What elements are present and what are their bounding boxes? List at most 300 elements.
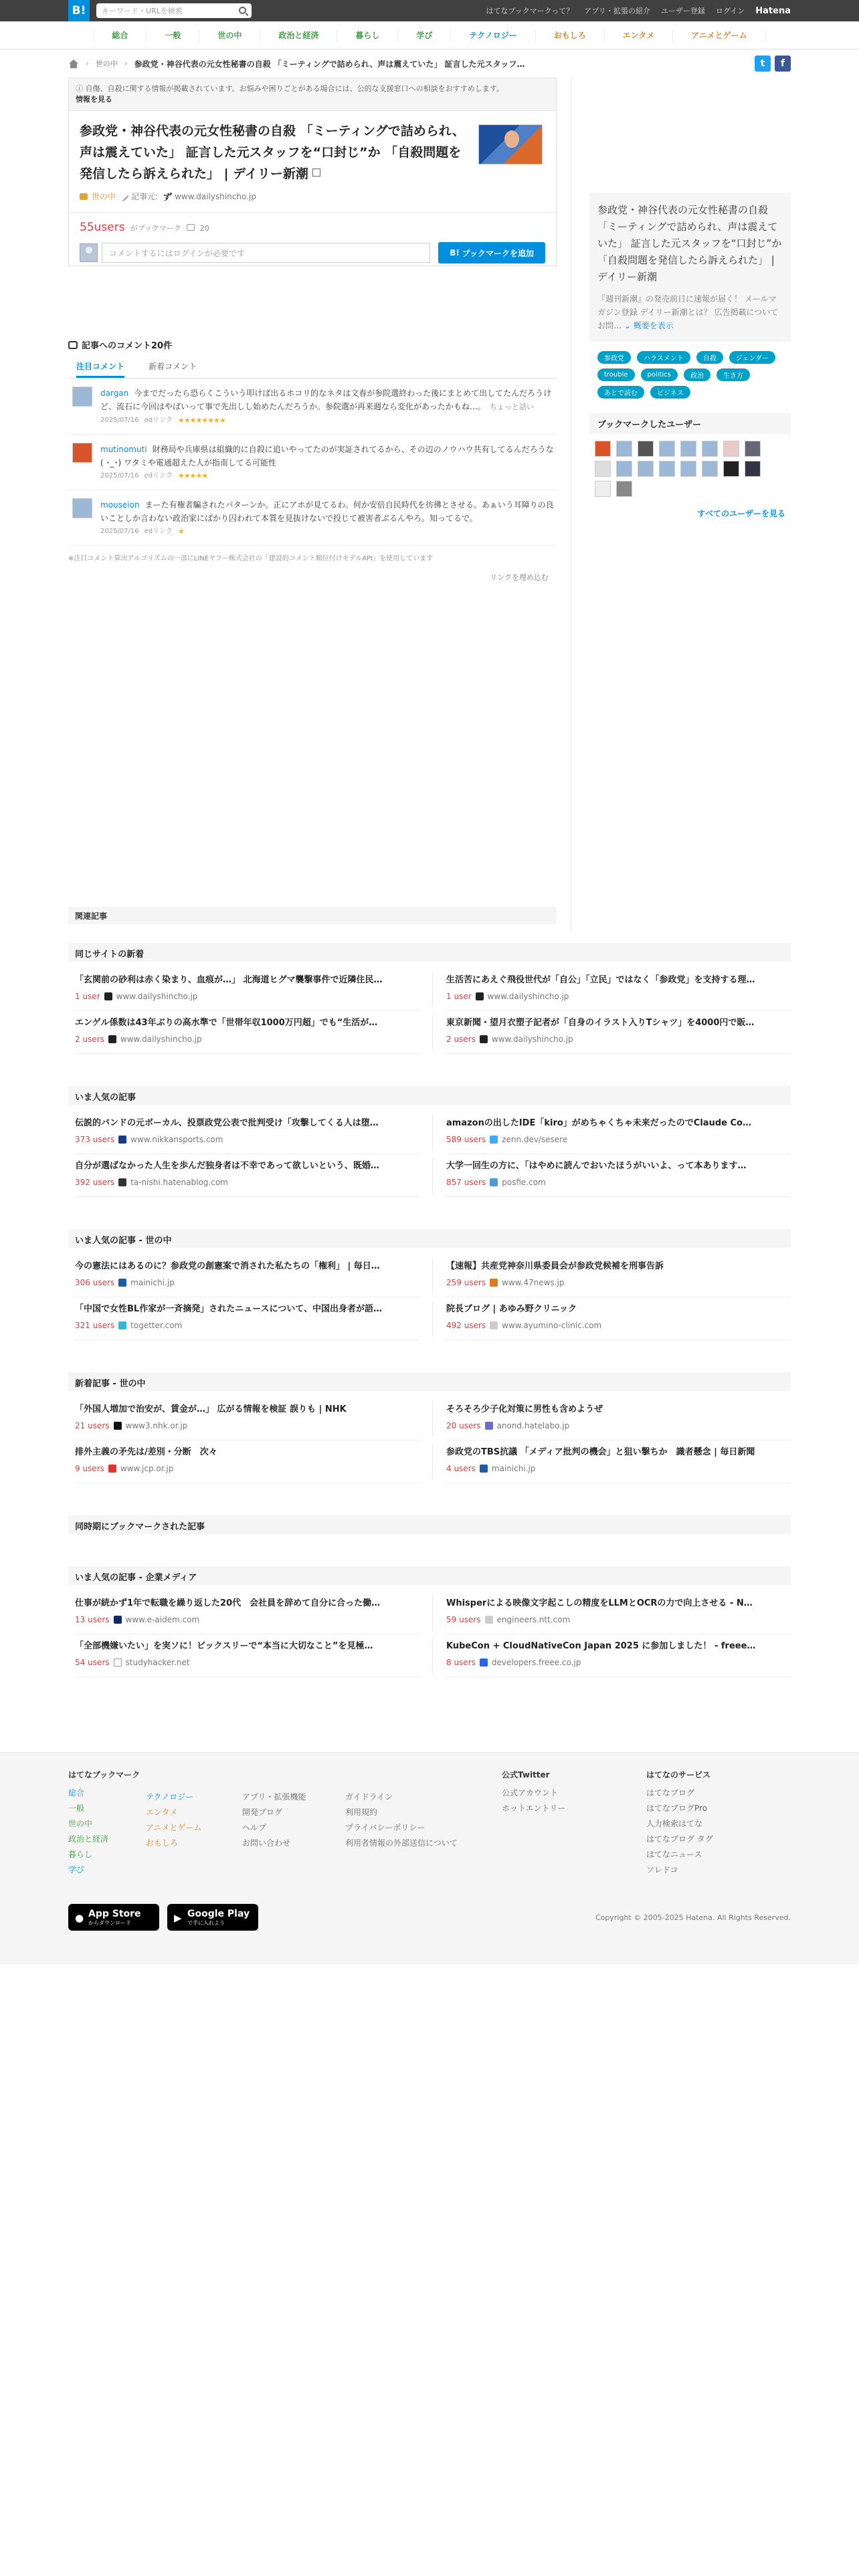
site-favicon-icon bbox=[485, 1616, 493, 1624]
article-item bbox=[446, 1634, 791, 1677]
star-icon[interactable]: ★★★★★★★★ bbox=[177, 416, 225, 425]
site-favicon-icon: ず bbox=[162, 193, 171, 203]
article-title[interactable]: 東京新聞・望月衣塑子記者が「自身のイラスト入りTシャツ」を4000円で販… bbox=[446, 1018, 755, 1028]
all-users-link[interactable]: すべてのユーザーを見る bbox=[697, 509, 785, 518]
tab-new-comments[interactable]: 新着コメント bbox=[149, 362, 197, 371]
footer-link[interactable]: 世の中 bbox=[68, 1819, 93, 1828]
article-domain[interactable]: www.47news.jp bbox=[502, 1278, 565, 1287]
section-items bbox=[68, 1105, 791, 1197]
user-avatar[interactable] bbox=[638, 461, 654, 477]
article-users[interactable]: 13 users bbox=[75, 1615, 110, 1624]
footer-link[interactable]: はてなブログ タグ bbox=[646, 1834, 713, 1844]
edit-icon[interactable] bbox=[118, 191, 129, 202]
article-item bbox=[446, 968, 791, 1011]
article-domain[interactable]: developers.freee.co.jp bbox=[491, 1658, 581, 1667]
comment-text: 財務局や兵庫県は組織的に自殺に追いやってたのが実証されてるから、その辺のノウハウ共有してるんだろうな( ･_･) ワタミや電通超えた人が指南してる可能性 bbox=[100, 445, 554, 467]
article-title[interactable]: 大学一回生の方に、「はやめに読んでおいたほうがいいよ、って本あります… bbox=[446, 1161, 747, 1171]
article-title[interactable]: KubeCon + CloudNativeCon Japan 2025 に参加しました！ - freee… bbox=[446, 1641, 756, 1651]
footer-link[interactable]: 一般 bbox=[68, 1804, 85, 1813]
article-title[interactable]: 「全部機嫌いたい」を実ソに！ビックスリーで“本当に大切なこと”を見極… bbox=[75, 1641, 373, 1651]
avatar bbox=[80, 243, 98, 262]
article-item bbox=[446, 1440, 791, 1483]
article-item bbox=[75, 1154, 419, 1197]
comment-username[interactable]: mutinomuti bbox=[100, 445, 147, 454]
external-link-icon[interactable] bbox=[312, 169, 320, 177]
article-title[interactable]: 自分が選ばなかった人生を歩んだ独身者は不幸であって欲しいという、既婚… bbox=[75, 1161, 379, 1171]
article-domain[interactable]: www.dailyshincho.jp bbox=[116, 992, 198, 1001]
user-avatar[interactable] bbox=[745, 461, 761, 477]
breadcrumb-title: 参政党・神谷代表の元女性秘書の自殺 「ミーティングで詰められ、声は震えていた」 証言した元スタッフ… bbox=[134, 59, 525, 69]
article-domain[interactable]: www3.nhk.or.jp bbox=[125, 1421, 188, 1430]
comment-tabs bbox=[68, 360, 557, 379]
section-heading: 新着記事 - 世の中 bbox=[68, 1372, 791, 1391]
article-title[interactable]: 仕事が続かず1年で転職を繰り返した20代 会社員を辞めて自分に合った働… bbox=[75, 1598, 381, 1608]
article-item bbox=[446, 1255, 791, 1297]
article-meta bbox=[75, 1658, 419, 1667]
article-meta bbox=[75, 1464, 419, 1473]
site-favicon-icon bbox=[118, 1178, 126, 1186]
comment-permalink[interactable]: edリンク bbox=[144, 472, 173, 479]
user-avatar[interactable] bbox=[72, 443, 92, 463]
article-title[interactable]: 「外国人増加で治安が、賃金が…」 広がる情報を検証 誤りも | NHK bbox=[75, 1404, 347, 1414]
entry-thumbnail[interactable] bbox=[478, 124, 543, 165]
article-meta bbox=[446, 1658, 791, 1667]
footer-link[interactable]: 総合 bbox=[68, 1788, 85, 1798]
article-meta bbox=[75, 1615, 419, 1624]
info-icon: ⓘ bbox=[76, 84, 86, 93]
article-title[interactable]: 参政党のTBS抗議 「メディア批判の機会」と狙い撃ちか 識者懸念 | 毎日新聞 bbox=[446, 1447, 755, 1457]
article-item bbox=[75, 1111, 419, 1154]
article-item bbox=[75, 968, 419, 1011]
notice-more-link[interactable]: 情報を見る bbox=[76, 95, 112, 104]
section-items bbox=[68, 1585, 791, 1677]
comment-list bbox=[68, 379, 557, 546]
comment-item bbox=[68, 435, 557, 490]
footer-link[interactable]: 開発ブログ bbox=[242, 1808, 283, 1817]
comment-input[interactable]: コメントするにはログインが必要です bbox=[102, 243, 430, 263]
comment-permalink[interactable]: edリンク bbox=[144, 528, 173, 535]
footer-link[interactable]: 暮らし bbox=[68, 1850, 93, 1859]
footer bbox=[0, 1752, 859, 1965]
article-title[interactable]: 「中国で女性BL作家が一斉摘発」されたニュースについて、中国出身者が語… bbox=[75, 1304, 383, 1314]
article-item bbox=[75, 1398, 419, 1440]
add-bookmark-button[interactable] bbox=[438, 242, 545, 263]
article-item bbox=[446, 1111, 791, 1154]
user-avatar[interactable] bbox=[638, 441, 654, 457]
article-title[interactable]: そろそろ少子化対策に男性も含めようぜ bbox=[446, 1404, 603, 1414]
footer-link[interactable]: 公式アカウント bbox=[502, 1788, 558, 1798]
nav-item[interactable]: 総合 bbox=[93, 29, 146, 41]
star-icon[interactable]: ★ bbox=[177, 527, 184, 536]
comment-date: 2025/07/16 bbox=[100, 417, 139, 424]
article-section bbox=[68, 1515, 791, 1534]
article-users[interactable]: 1 user bbox=[75, 992, 100, 1001]
entry-title[interactable]: 参政党・神谷代表の元女性秘書の自殺 「ミーティングで詰められ、声は震えていた」 証言した元スタッフを“口封じ”か 「自殺問題を発信したら訴えられた」 | デイリー新潮 bbox=[80, 124, 465, 181]
footer-link[interactable]: アプリ・拡張機能 bbox=[242, 1792, 306, 1802]
users-count[interactable]: 55users bbox=[80, 221, 125, 234]
article-title[interactable]: 伝説的バンドの元ボーカル、投票政党公表で批判受け「攻撃してくる人は堕… bbox=[75, 1118, 379, 1128]
article-item bbox=[75, 1440, 419, 1483]
article-section bbox=[68, 1566, 791, 1677]
article-item bbox=[75, 1011, 419, 1054]
tag-chip[interactable]: ハラスメント bbox=[637, 351, 690, 364]
user-avatar[interactable] bbox=[659, 461, 675, 477]
article-item bbox=[75, 1255, 419, 1297]
comment-username[interactable]: mouseion bbox=[100, 500, 140, 510]
article-domain[interactable]: togetter.com bbox=[130, 1321, 183, 1330]
article-domain[interactable]: www.jcp.or.jp bbox=[120, 1464, 174, 1473]
footer-link[interactable]: 利用者情報の外部送信について bbox=[345, 1838, 458, 1848]
site-favicon-icon bbox=[490, 1279, 498, 1287]
footer-heading: はてなブックマーク bbox=[68, 1770, 140, 1780]
hatena-bookmark-logo[interactable]: B! bbox=[68, 0, 90, 21]
site-favicon-icon bbox=[490, 1321, 498, 1329]
source-label: 記事元: bbox=[131, 192, 159, 201]
comment-permalink[interactable]: edリンク bbox=[144, 417, 173, 424]
section-heading: 同時期にブックマークされた記事 bbox=[68, 1515, 791, 1534]
sidebar bbox=[589, 193, 791, 519]
comment-tag[interactable]: ちょっと話い bbox=[489, 403, 534, 411]
article-item bbox=[446, 1398, 791, 1440]
footer-link[interactable]: プライバシーポリシー bbox=[345, 1823, 425, 1832]
article-domain[interactable]: www.e-aidem.com bbox=[125, 1615, 200, 1624]
play-icon: ▶ bbox=[174, 1912, 182, 1924]
apps-link[interactable]: アプリ・拡張の紹介 bbox=[584, 7, 650, 15]
site-favicon-icon bbox=[118, 1136, 126, 1144]
article-title[interactable]: 排外主義の矛先は/差別・分断 次々 bbox=[75, 1447, 217, 1457]
footer-link[interactable]: 学び bbox=[68, 1865, 85, 1874]
show-summary-link[interactable]: ⌄ 概要を表示 bbox=[624, 321, 674, 330]
article-title[interactable]: エンゲル係数は43年ぶりの高水準で「世帯年収1000万円超」でも“生活が… bbox=[75, 1018, 378, 1028]
footer-link[interactable]: はてなブログ bbox=[646, 1788, 695, 1798]
comment-date: 2025/07/16 bbox=[100, 528, 139, 535]
site-favicon-icon bbox=[476, 992, 484, 1000]
article-meta bbox=[446, 1464, 791, 1473]
hatena-logo[interactable]: Hatena bbox=[755, 5, 791, 16]
footer-col-service bbox=[242, 1790, 306, 1851]
bookmark-users-heading: ブックマークしたユーザー bbox=[589, 413, 791, 434]
section-items bbox=[68, 962, 791, 1054]
footer-heading: はてなのサービス bbox=[646, 1770, 711, 1780]
article-title[interactable]: 今の憲法にはあるのに？参政党の創憲案で消された私たちの「権利」 | 毎日… bbox=[75, 1261, 380, 1271]
breadcrumb-category[interactable]: 世の中 bbox=[95, 60, 118, 68]
entry-layout bbox=[68, 78, 791, 930]
comment-algorithm-note: ※注目コメント算出アルゴリズムの一部にLINEヤフー株式会社の「建設的コメント順位付けモデルAPI」を使用しています bbox=[68, 555, 434, 562]
site-favicon-icon bbox=[114, 1422, 122, 1430]
home-icon[interactable] bbox=[68, 60, 79, 68]
site-favicon-icon bbox=[480, 1465, 488, 1473]
site-favicon-icon bbox=[114, 1658, 122, 1667]
user-avatar[interactable] bbox=[72, 387, 92, 407]
footer-col-hatena-services bbox=[646, 1769, 713, 1878]
footer-link[interactable]: 人力検索はてな bbox=[646, 1819, 703, 1828]
article-item bbox=[446, 1011, 791, 1054]
main-column bbox=[68, 78, 557, 266]
article-title[interactable]: 院長ブログ | あゆみ野クリニック bbox=[446, 1304, 577, 1314]
comment-body bbox=[100, 498, 557, 538]
comment-body bbox=[100, 443, 557, 483]
article-meta bbox=[75, 1035, 419, 1044]
search-input[interactable] bbox=[102, 7, 229, 15]
facebook-share-icon[interactable]: f bbox=[775, 56, 791, 72]
user-avatar[interactable] bbox=[702, 441, 718, 457]
footer-heading: 公式Twitter bbox=[502, 1770, 550, 1780]
user-avatar[interactable] bbox=[680, 441, 696, 457]
article-domain[interactable]: zenn.dev/sesere bbox=[502, 1135, 568, 1144]
bookmark-label: がブックマーク bbox=[130, 224, 181, 233]
article-domain[interactable]: mainichi.jp bbox=[130, 1278, 175, 1287]
nav-item[interactable]: テクノロジー bbox=[450, 29, 535, 41]
comments-section bbox=[68, 338, 557, 582]
comments-heading: 記事へのコメント20件 bbox=[68, 338, 557, 351]
sidebar-description: 『週刊新潮』の発売前日に速報が届く！ メールマガジン登録 デイリー新潮とは？ 広告掲載について お問… ⌄ 概要を表示 bbox=[597, 294, 779, 330]
bookmark-bar bbox=[69, 212, 556, 265]
article-title[interactable]: 生活苦にあえぐ飛役世代が「自公」「立民」ではなく「参政党」を支持する理… bbox=[446, 975, 755, 985]
user-avatar[interactable] bbox=[616, 461, 632, 477]
article-users[interactable]: 21 users bbox=[75, 1421, 110, 1430]
footer-link[interactable]: ヘルプ bbox=[242, 1823, 267, 1832]
article-domain[interactable]: www.dailyshincho.jp bbox=[120, 1035, 202, 1044]
comment-body bbox=[100, 387, 557, 427]
article-domain[interactable]: engineers.ntt.com bbox=[496, 1615, 571, 1624]
tag-chip[interactable]: trouble bbox=[597, 368, 635, 381]
comment-text: 今までだったら恐らくこういう叩けば出るホコリ的なネタは文春が参院選終わった後にまとめて出してたんだろうけど、流石に今回はやばいって事で先出しし始めたんだろうか。参院選が再来週なら変化があったかもね…。 bbox=[100, 389, 552, 411]
user-avatar[interactable] bbox=[680, 461, 696, 477]
article-meta bbox=[446, 1421, 791, 1430]
about-link[interactable]: はてなブックマークって？ bbox=[486, 7, 574, 15]
article-title[interactable]: 【速報】共産党神奈川県委員会が参政党候補を刑事告訴 bbox=[446, 1261, 664, 1271]
footer-link[interactable]: 利用規約 bbox=[345, 1808, 378, 1817]
footer-col-categories-2 bbox=[146, 1790, 201, 1851]
footer-link[interactable]: お問い合わせ bbox=[242, 1838, 291, 1848]
article-users[interactable]: 857 users bbox=[446, 1178, 486, 1187]
article-domain[interactable]: www.dailyshincho.jp bbox=[491, 1035, 573, 1044]
article-meta bbox=[75, 1421, 419, 1430]
footer-link[interactable]: ホットエントリー bbox=[502, 1804, 566, 1813]
footer-link[interactable]: ソレドコ bbox=[646, 1865, 678, 1874]
footer-link[interactable]: 政治と経済 bbox=[68, 1834, 109, 1844]
user-avatar[interactable] bbox=[595, 481, 611, 497]
comment-item bbox=[68, 490, 557, 546]
copyright: Copyright © 2005-2025 Hatena. All Rights Reserved. bbox=[595, 1913, 791, 1922]
footer-col-twitter bbox=[502, 1769, 566, 1816]
section-heading: いま人気の記事 bbox=[68, 1086, 791, 1105]
category-icon bbox=[80, 193, 88, 200]
article-users[interactable]: 306 users bbox=[75, 1278, 115, 1287]
article-item bbox=[75, 1592, 419, 1634]
footer-link[interactable]: はてなブログPro bbox=[646, 1804, 708, 1813]
footer-link[interactable]: アニメとゲーム bbox=[146, 1823, 202, 1832]
article-meta bbox=[446, 1321, 791, 1330]
article-title[interactable]: 「玄関前の砂利は赤く染まり、血痕が…」 北海道ヒグマ襲撃事件で近隣住民… bbox=[75, 975, 383, 985]
site-favicon-icon bbox=[480, 1035, 488, 1043]
bookmark-users-grid bbox=[589, 441, 791, 497]
article-users[interactable]: 392 users bbox=[75, 1178, 115, 1187]
app-store-badge[interactable]: ● App Store からダウンロード bbox=[68, 1904, 159, 1931]
user-avatar[interactable] bbox=[702, 461, 718, 477]
site-favicon-icon bbox=[104, 992, 112, 1000]
site-favicon-icon bbox=[490, 1136, 498, 1144]
user-avatar[interactable] bbox=[616, 441, 632, 457]
embed-link[interactable]: リンクを埋め込む bbox=[490, 573, 549, 582]
tag-chip[interactable]: politics bbox=[641, 368, 678, 381]
tag-chip[interactable]: あとで読む bbox=[597, 386, 644, 399]
article-users[interactable]: 259 users bbox=[446, 1278, 486, 1287]
user-avatar[interactable] bbox=[595, 441, 611, 457]
section-heading: 同じサイトの新着 bbox=[68, 943, 791, 962]
nav-item[interactable]: おもしろ bbox=[535, 29, 604, 41]
signup-link[interactable]: ユーザー登録 bbox=[660, 7, 705, 15]
tag-chip[interactable]: ビジネス bbox=[650, 386, 690, 399]
article-meta bbox=[446, 992, 791, 1001]
article-section bbox=[68, 1229, 791, 1340]
search-icon[interactable] bbox=[239, 7, 246, 14]
footer-col-policy bbox=[345, 1790, 458, 1851]
user-avatar[interactable] bbox=[745, 441, 761, 457]
user-avatar[interactable] bbox=[723, 441, 739, 457]
global-header bbox=[0, 0, 859, 21]
login-link[interactable]: ログイン bbox=[715, 7, 745, 15]
comment-date: 2025/07/16 bbox=[100, 472, 139, 479]
section-heading: いま人気の記事 - 企業メディア bbox=[68, 1566, 791, 1585]
apple-icon: ● bbox=[75, 1912, 84, 1924]
article-users[interactable]: 9 users bbox=[75, 1464, 104, 1473]
article-item bbox=[75, 1634, 419, 1677]
site-favicon-icon bbox=[118, 1279, 126, 1287]
article-domain[interactable]: studyhacker.net bbox=[125, 1658, 190, 1667]
article-meta bbox=[75, 1178, 419, 1187]
tag-chip[interactable]: ジェンダー bbox=[729, 351, 775, 364]
site-favicon-icon bbox=[108, 1465, 116, 1473]
share-buttons bbox=[755, 56, 791, 72]
tag-chip[interactable]: 参政党 bbox=[597, 351, 631, 364]
article-item bbox=[446, 1297, 791, 1340]
article-users[interactable]: 2 users bbox=[75, 1035, 104, 1044]
article-meta bbox=[75, 1135, 419, 1144]
tag-list bbox=[589, 351, 791, 399]
article-domain[interactable]: www.dailyshincho.jp bbox=[487, 992, 569, 1001]
comment-meta bbox=[100, 414, 557, 427]
article-meta bbox=[446, 1615, 791, 1624]
tag-chip[interactable]: 自殺 bbox=[696, 351, 723, 364]
section-heading: いま人気の記事 - 世の中 bbox=[68, 1229, 791, 1248]
article-users[interactable]: 20 users bbox=[446, 1421, 481, 1430]
speech-bubble-icon bbox=[68, 341, 78, 349]
nav-item[interactable]: エンタメ bbox=[604, 29, 673, 41]
add-bookmark-label: ブックマークを追加 bbox=[462, 248, 535, 258]
footer-link[interactable]: ガイドライン bbox=[345, 1792, 393, 1802]
tag-chip[interactable]: 生き方 bbox=[717, 368, 750, 381]
nav-item[interactable]: 暮らし bbox=[337, 29, 397, 41]
user-avatar[interactable] bbox=[595, 461, 611, 477]
star-icon[interactable]: ★★★★★ bbox=[177, 471, 208, 480]
article-users[interactable]: 2 users bbox=[446, 1035, 476, 1044]
notice-text: 自傷、自殺に関する情報が掲載されています。お悩みや困りごとがある場合には、公的な支援窓口への相談をおすすめします。 bbox=[85, 84, 504, 93]
twitter-share-icon[interactable]: t bbox=[755, 56, 771, 72]
article-meta bbox=[446, 1035, 791, 1044]
article-users[interactable]: 54 users bbox=[75, 1658, 110, 1667]
article-users[interactable]: 589 users bbox=[446, 1135, 486, 1144]
tab-popular-comments[interactable]: 注目コメント bbox=[76, 360, 124, 378]
comment-text: まーた有権者騙されたパターンか。正にアホが見てるわ。何か安倍自民時代を彷彿とさせる。あぁいう耳障りの良いことしか言わない政治家にばかり囚われて本質を見抜けないで投じて被害者ぶるんやろ。知ってるで。 bbox=[100, 500, 554, 523]
footer-link[interactable]: おもしろ bbox=[146, 1838, 179, 1848]
nav-item[interactable]: アニメとゲーム bbox=[672, 29, 765, 41]
nav-item[interactable]: 政治と経済 bbox=[260, 29, 337, 41]
self-harm-notice bbox=[68, 78, 557, 111]
comment-icon bbox=[187, 224, 195, 231]
site-favicon-icon bbox=[490, 1178, 498, 1186]
site-favicon-icon bbox=[485, 1422, 493, 1430]
article-users[interactable]: 321 users bbox=[75, 1321, 115, 1330]
search-box[interactable] bbox=[96, 3, 252, 18]
article-domain[interactable]: posfie.com bbox=[502, 1178, 546, 1187]
site-favicon-icon bbox=[114, 1616, 122, 1624]
article-meta bbox=[446, 1135, 791, 1144]
article-meta bbox=[446, 1278, 791, 1287]
article-domain[interactable]: mainichi.jp bbox=[491, 1464, 536, 1473]
comment-meta bbox=[100, 525, 557, 538]
article-domain[interactable]: www.ayumino-clinic.com bbox=[502, 1321, 602, 1330]
entry-meta bbox=[80, 190, 545, 212]
sidebar-title: 参政党・神谷代表の元女性秘書の自殺 「ミーティングで詰められ、声は震えていた」 証言した元スタッフを“口封じ”か 「自殺問題を発信したら訴えられた」 | デイリー新潮 bbox=[597, 204, 782, 283]
tag-chip[interactable]: 政治 bbox=[684, 368, 710, 381]
google-play-badge[interactable]: ▶ Google Play で手に入れよう bbox=[167, 1904, 258, 1931]
article-item bbox=[75, 1297, 419, 1340]
article-meta bbox=[75, 1278, 419, 1287]
footer-col-categories bbox=[68, 1769, 140, 1878]
article-users[interactable]: 8 users bbox=[446, 1658, 476, 1667]
user-avatar[interactable] bbox=[72, 498, 92, 518]
article-domain[interactable]: www.nikkansports.com bbox=[130, 1135, 223, 1144]
nav-item[interactable]: 一般 bbox=[146, 29, 199, 41]
user-avatar[interactable] bbox=[659, 441, 675, 457]
entry-domain[interactable]: www.dailyshincho.jp bbox=[175, 191, 256, 201]
article-users[interactable]: 373 users bbox=[75, 1135, 115, 1144]
user-avatar[interactable] bbox=[723, 461, 739, 477]
article-item bbox=[446, 1154, 791, 1197]
article-section bbox=[68, 1372, 791, 1483]
footer-link[interactable]: はてなニュース bbox=[646, 1850, 702, 1859]
category-nav bbox=[0, 21, 859, 49]
article-item bbox=[446, 1592, 791, 1634]
comment-item bbox=[68, 379, 557, 435]
article-domain[interactable]: anond.hatelabo.jp bbox=[496, 1421, 570, 1430]
article-users[interactable]: 1 user bbox=[446, 992, 472, 1001]
site-favicon-icon bbox=[480, 1658, 488, 1667]
related-articles-heading: 関連記事 bbox=[68, 907, 557, 924]
article-meta bbox=[75, 1321, 419, 1330]
article-meta bbox=[446, 1178, 791, 1187]
header-links bbox=[486, 5, 791, 16]
article-title[interactable]: Whisperによる映像文字起こしの精度をLLMとOCRの力で向上させる - N… bbox=[446, 1598, 753, 1608]
nav-item[interactable]: 世の中 bbox=[199, 29, 260, 41]
article-domain[interactable]: ta-nishi.hatenablog.com bbox=[130, 1178, 228, 1187]
bookmark-icon: B! bbox=[450, 248, 460, 257]
article-section bbox=[68, 943, 791, 1054]
sidebar-summary bbox=[589, 193, 791, 342]
article-users[interactable]: 59 users bbox=[446, 1615, 481, 1624]
comment-username[interactable]: dargan bbox=[100, 389, 129, 398]
entry-category[interactable]: 世の中 bbox=[92, 192, 116, 201]
article-users[interactable]: 492 users bbox=[446, 1321, 486, 1330]
comment-meta bbox=[100, 469, 557, 483]
article-title[interactable]: amazonの出したIDE「kiro」がめちゃくちゃ未来だったのでClaude Co… bbox=[446, 1118, 751, 1128]
footer-link[interactable]: エンタメ bbox=[146, 1808, 178, 1817]
footer-link[interactable]: テクノロジー bbox=[146, 1792, 194, 1802]
article-users[interactable]: 4 users bbox=[446, 1464, 476, 1473]
nav-item[interactable]: 学び bbox=[397, 29, 450, 41]
user-avatar[interactable] bbox=[616, 481, 632, 497]
